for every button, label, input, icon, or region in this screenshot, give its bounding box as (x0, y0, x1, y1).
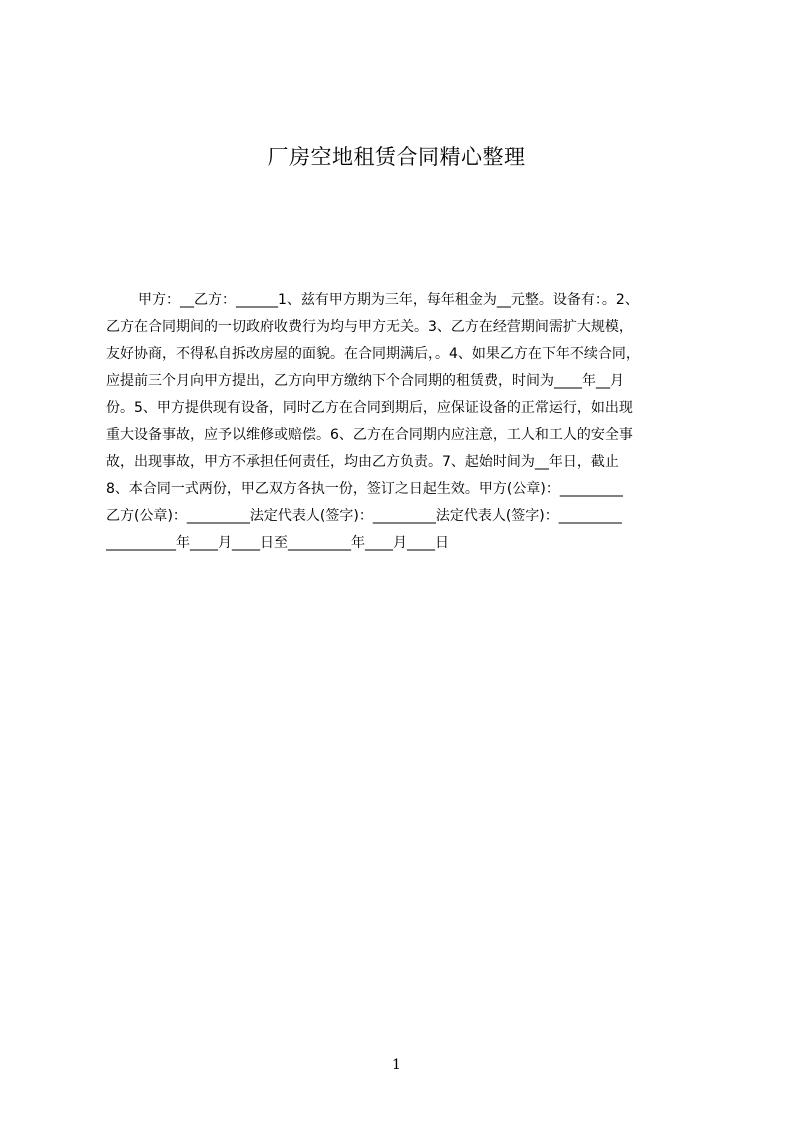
contract-body (106, 287, 698, 557)
body-line: 友好协商，不得私自拆改房屋的面貌。在合同期满后，。4、如果乙方在下年不续合同， (106, 346, 640, 362)
body-line: 甲方：__乙方：______1、兹有甲方期为三年，每年租金为__元整。设备有：。2、 (138, 292, 639, 308)
body-line: 重大设备事故，应予以维修或赔偿。6、乙方在合同期内应注意，工人和工人的安全事 (106, 427, 633, 443)
body-line: 乙方(公章)：_________法定代表人(签字)：_________法定代表人(签字)：_________ (106, 508, 622, 524)
document-title: 厂房空地租赁合同精心整理 (267, 145, 526, 169)
body-line: __________年____月____日至_________年____月____日 (106, 535, 449, 551)
body-line: 份。5、甲方提供现有设备，同时乙方在合同到期后，应保证设备的正常运行，如出现 (106, 400, 633, 416)
body-line: 应提前三个月向甲方提出，乙方向甲方缴纳下个合同期的租赁费，时间为____年__月 (106, 373, 624, 389)
body-line: 故，出现事故，甲方不承担任何责任，均由乙方负责。7、起始时间为__年日，截止 (106, 454, 619, 470)
body-line: 8、本合同一式两份，甲乙双方各执一份，签订之日起生效。甲方(公章)：_________ (106, 481, 623, 497)
body-line: 乙方在合同期间的一切政府收费行为均与甲方无关。3、乙方在经营期间需扩大规模， (106, 319, 633, 335)
page-number: 1 (392, 1057, 401, 1073)
